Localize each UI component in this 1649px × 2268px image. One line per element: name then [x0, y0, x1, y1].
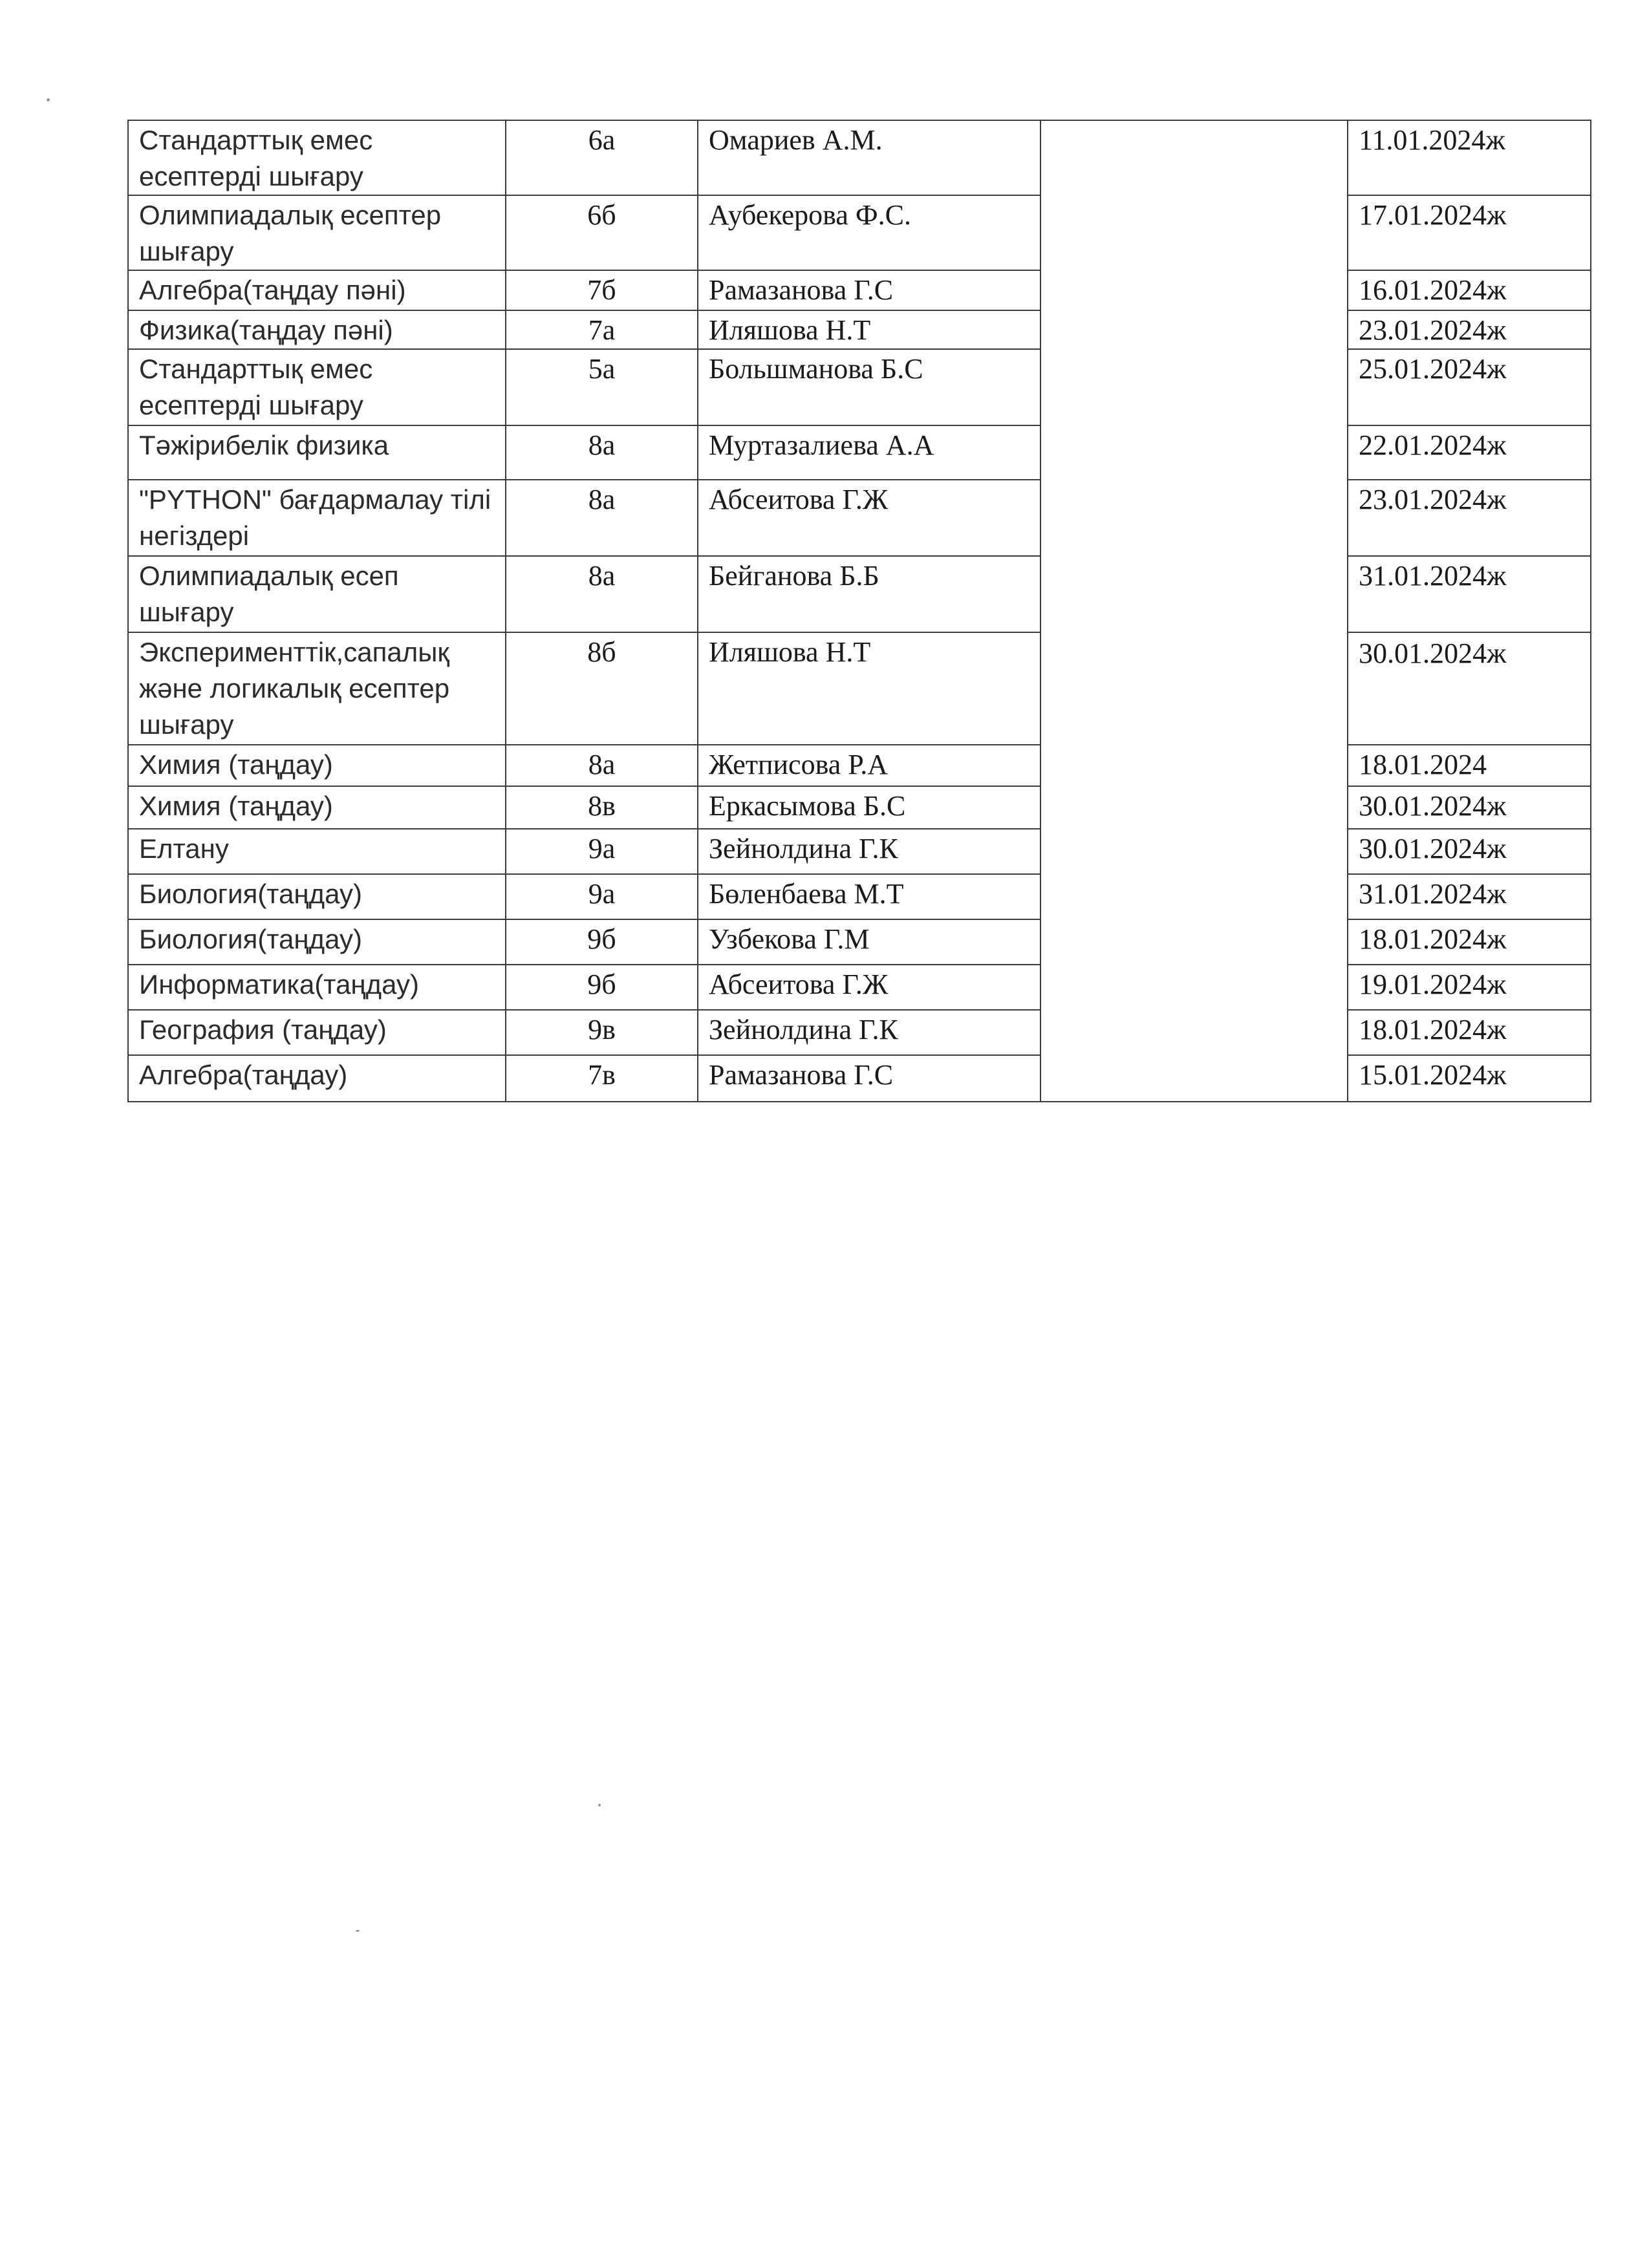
table-row	[128, 919, 1591, 965]
empty-cell	[1040, 919, 1348, 965]
teacher-cell: Жетписова Р.А	[698, 745, 1040, 786]
empty-cell	[1040, 632, 1348, 745]
table-row	[128, 425, 1591, 480]
table-row	[128, 1010, 1591, 1055]
class-cell: 7а	[506, 310, 698, 349]
date-cell: 11.01.2024ж	[1348, 120, 1591, 195]
class-cell: 8а	[506, 556, 698, 632]
subject-cell: География (таңдау)	[128, 1010, 506, 1055]
subject-cell: Стандарттық емес есептерді шығару	[128, 120, 506, 195]
date-cell: 15.01.2024ж	[1348, 1055, 1591, 1102]
table-row	[128, 556, 1591, 632]
date-cell: 18.01.2024ж	[1348, 1010, 1591, 1055]
date-cell: 31.01.2024ж	[1348, 556, 1591, 632]
empty-cell	[1040, 786, 1348, 829]
scan-speck	[47, 98, 50, 102]
empty-cell	[1040, 310, 1348, 349]
empty-cell	[1040, 270, 1348, 310]
subject-cell: Физика(таңдау пәні)	[128, 310, 506, 349]
date-cell: 22.01.2024ж	[1348, 425, 1591, 480]
teacher-cell: Бейганова Б.Б	[698, 556, 1040, 632]
empty-cell	[1040, 1055, 1348, 1102]
class-cell: 9б	[506, 965, 698, 1010]
class-cell: 8а	[506, 480, 698, 556]
scan-speck	[598, 1804, 601, 1806]
date-cell: 18.01.2024	[1348, 745, 1591, 786]
empty-cell	[1040, 120, 1348, 195]
table-row	[128, 270, 1591, 310]
teacher-cell: Рамазанова Г.С	[698, 1055, 1040, 1102]
subject-cell: "PYTHON" бағдармалау тілі негіздері	[128, 480, 506, 556]
subject-cell: Химия (таңдау)	[128, 786, 506, 829]
empty-cell	[1040, 874, 1348, 919]
class-cell: 8в	[506, 786, 698, 829]
teacher-cell: Абсеитова Г.Ж	[698, 480, 1040, 556]
empty-cell	[1040, 349, 1348, 425]
class-cell: 9в	[506, 1010, 698, 1055]
subject-cell: Эксперименттік,сапалық және логикалық есептер шығару	[128, 632, 506, 745]
class-cell: 9а	[506, 874, 698, 919]
teacher-cell: Еркасымова Б.С	[698, 786, 1040, 829]
empty-cell	[1040, 1010, 1348, 1055]
class-cell: 8а	[506, 745, 698, 786]
table-row	[128, 120, 1591, 195]
date-cell: 31.01.2024ж	[1348, 874, 1591, 919]
date-cell: 23.01.2024ж	[1348, 480, 1591, 556]
empty-cell	[1040, 425, 1348, 480]
subject-cell: Олимпиадалық есептер шығару	[128, 195, 506, 270]
teacher-cell: Зейнолдина Г.К	[698, 829, 1040, 874]
subject-cell: Олимпиадалық есеп шығару	[128, 556, 506, 632]
subject-cell: Химия (таңдау)	[128, 745, 506, 786]
teacher-cell: Бөленбаева М.Т	[698, 874, 1040, 919]
date-cell: 16.01.2024ж	[1348, 270, 1591, 310]
table-row	[128, 874, 1591, 919]
empty-cell	[1040, 195, 1348, 270]
teacher-cell: Узбекова Г.М	[698, 919, 1040, 965]
date-cell: 17.01.2024ж	[1348, 195, 1591, 270]
subject-cell: Алгебра(таңдау)	[128, 1055, 506, 1102]
date-cell: 25.01.2024ж	[1348, 349, 1591, 425]
teacher-cell: Омариев А.М.	[698, 120, 1040, 195]
schedule-table	[127, 120, 1591, 1102]
class-cell: 8а	[506, 425, 698, 480]
table-row	[128, 829, 1591, 874]
teacher-cell: Муртазалиева А.А	[698, 425, 1040, 480]
table-row	[128, 349, 1591, 425]
table-row	[128, 745, 1591, 786]
class-cell: 5а	[506, 349, 698, 425]
table-row	[128, 1055, 1591, 1102]
class-cell: 6б	[506, 195, 698, 270]
class-cell: 7в	[506, 1055, 698, 1102]
subject-cell: Стандарттық емес есептерді шығару	[128, 349, 506, 425]
subject-cell: Тәжірибелік физика	[128, 425, 506, 480]
class-cell: 7б	[506, 270, 698, 310]
teacher-cell: Иляшова Н.Т	[698, 632, 1040, 745]
empty-cell	[1040, 965, 1348, 1010]
subject-cell: Алгебра(таңдау пәні)	[128, 270, 506, 310]
subject-cell: Биология(таңдау)	[128, 919, 506, 965]
table-row	[128, 632, 1591, 745]
date-cell: 30.01.2024ж	[1348, 829, 1591, 874]
scan-speck	[356, 1930, 360, 1932]
subject-cell: Информатика(таңдау)	[128, 965, 506, 1010]
date-cell: 18.01.2024ж	[1348, 919, 1591, 965]
table-row	[128, 965, 1591, 1010]
date-cell: 30.01.2024ж	[1348, 786, 1591, 829]
empty-cell	[1040, 556, 1348, 632]
teacher-cell: Иляшова Н.Т	[698, 310, 1040, 349]
class-cell: 8б	[506, 632, 698, 745]
class-cell: 9б	[506, 919, 698, 965]
teacher-cell: Зейнолдина Г.К	[698, 1010, 1040, 1055]
empty-cell	[1040, 480, 1348, 556]
date-cell: 19.01.2024ж	[1348, 965, 1591, 1010]
table-row	[128, 310, 1591, 349]
schedule-body	[128, 120, 1591, 1102]
empty-cell	[1040, 829, 1348, 874]
teacher-cell: Аубекерова Ф.С.	[698, 195, 1040, 270]
table-row	[128, 480, 1591, 556]
teacher-cell: Рамазанова Г.С	[698, 270, 1040, 310]
table-row	[128, 786, 1591, 829]
date-cell: 23.01.2024ж	[1348, 310, 1591, 349]
subject-cell: Биология(таңдау)	[128, 874, 506, 919]
class-cell: 9а	[506, 829, 698, 874]
date-cell: 30.01.2024ж	[1348, 632, 1591, 745]
subject-cell: Елтану	[128, 829, 506, 874]
table-row	[128, 195, 1591, 270]
empty-cell	[1040, 745, 1348, 786]
teacher-cell: Абсеитова Г.Ж	[698, 965, 1040, 1010]
class-cell: 6а	[506, 120, 698, 195]
teacher-cell: Большманова Б.С	[698, 349, 1040, 425]
